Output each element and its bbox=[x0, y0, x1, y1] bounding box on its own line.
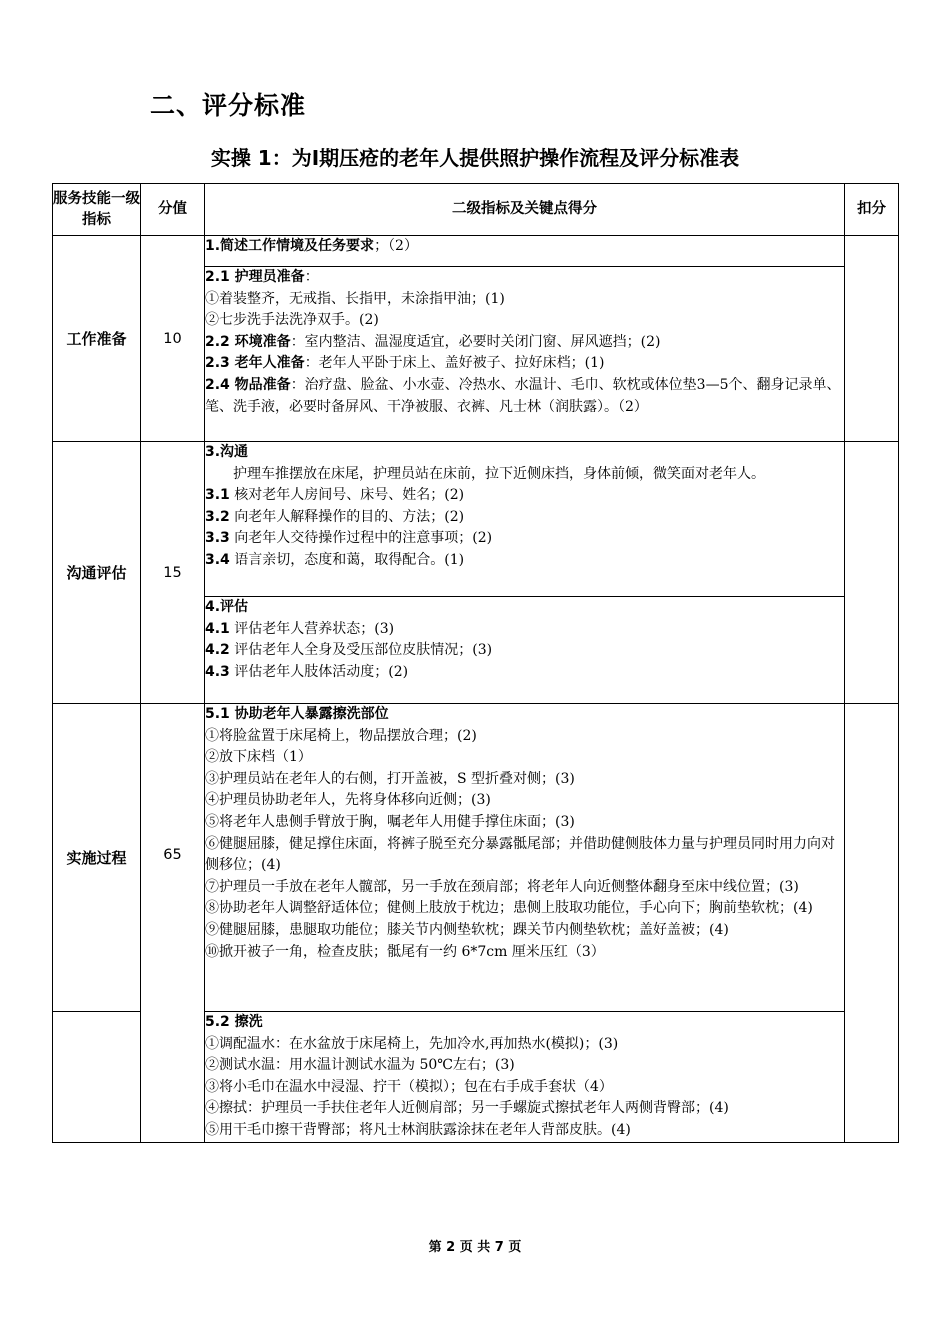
criteria-line bbox=[205, 375, 844, 418]
criteria-item-label: 3.1 bbox=[205, 487, 230, 504]
criteria-item-text: ：治疗盘、脸盆、小水壶、冷热水、水温计、毛巾、软枕或体位垫3—5个、翻身记录单、笔、洗手液，必要时备屏风、干净被服、衣裤、凡士林（润肤露）。（2） bbox=[205, 376, 841, 415]
criteria-item-text: 核对老年人房间号、床号、姓名；(2) bbox=[229, 487, 465, 504]
criteria-item-label: 3.2 bbox=[205, 508, 230, 525]
criteria-block bbox=[205, 442, 845, 597]
criteria-item-text: ⑧协助老年人调整舒适体位；健侧上肢放于枕边；患侧上肢取功能位，手心向下；胸前垫软枕；(4) bbox=[205, 900, 813, 917]
header-score: 分值 bbox=[141, 184, 205, 236]
deduction-cell[interactable] bbox=[845, 236, 899, 442]
criteria-item-label: 2.2 环境准备 bbox=[205, 333, 291, 350]
criteria-line bbox=[205, 1120, 844, 1142]
header-level1-indicator: 服务技能一级指标 bbox=[53, 184, 141, 236]
criteria-item-text: ①将脸盆置于床尾椅上，物品摆放合理；(2) bbox=[205, 727, 477, 744]
criteria-line bbox=[205, 877, 844, 899]
criteria-line bbox=[205, 769, 844, 791]
criteria-item-label: 2.1 护理员准备 bbox=[205, 269, 305, 285]
criteria-item-label: 3.3 bbox=[205, 530, 230, 547]
criteria-item-text: ⑨健腿屈膝，患腿取功能位；膝关节内侧垫软枕；踝关节内侧垫软枕；盖好盖被；(4) bbox=[205, 921, 729, 938]
criteria-item-text: 向老年人交待操作过程中的注意事项；(2) bbox=[229, 530, 493, 547]
category-cell: 沟通评估 bbox=[53, 442, 141, 704]
criteria-block bbox=[205, 597, 845, 704]
criteria-item-text: ⑩掀开被子一角，检查皮肤；骶尾有一约 6*7cm 厘米压红（3） bbox=[205, 943, 605, 960]
criteria-item-label: 1.简述工作情境及任务要求 bbox=[205, 238, 375, 254]
criteria-item-text: 评估老年人营养状态；(3) bbox=[229, 620, 395, 637]
criteria-line bbox=[205, 528, 844, 550]
criteria-line bbox=[205, 812, 844, 834]
criteria-line bbox=[205, 790, 844, 812]
table-row bbox=[53, 442, 899, 597]
criteria-line bbox=[205, 942, 844, 964]
criteria-item-text: ⑦护理员一手放在老年人髋部，另一手放在颈肩部；将老年人向近侧整体翻身至床中线位置；(3) bbox=[205, 878, 799, 895]
criteria-item-text: 评估老年人全身及受压部位皮肤情况；(3) bbox=[229, 642, 493, 659]
criteria-item-label: 4.1 bbox=[205, 620, 230, 637]
criteria-block bbox=[205, 1012, 845, 1143]
category-cell: 工作准备 bbox=[53, 236, 141, 442]
criteria-block bbox=[205, 704, 845, 1012]
criteria-line bbox=[205, 640, 844, 662]
criteria-item-label: 4.评估 bbox=[205, 599, 249, 615]
criteria-item-text: ；（2） bbox=[374, 238, 418, 254]
criteria-line bbox=[205, 550, 844, 572]
criteria-item-text: ：老年人平卧于床上、盖好被子、拉好床档；(1) bbox=[304, 355, 605, 372]
criteria-line bbox=[205, 726, 844, 748]
header-level2-indicator: 二级指标及关键点得分 bbox=[205, 184, 845, 236]
deduction-cell[interactable] bbox=[845, 442, 899, 704]
criteria-item-text: ⑥健腿屈膝，健足撑住床面，将裤子脱至充分暴露骶尾部；并借助健侧肢体力量与护理员同时用力向对侧移位；(4) bbox=[205, 835, 835, 874]
criteria-item-label: 2.3 老年人准备 bbox=[205, 355, 305, 372]
criteria-item-label: 4.3 bbox=[205, 663, 230, 680]
criteria-item-label: 5.2 擦洗 bbox=[205, 1014, 263, 1030]
criteria-item-label: 3.沟通 bbox=[205, 444, 249, 460]
criteria-line bbox=[205, 920, 844, 942]
criteria-line bbox=[205, 464, 844, 486]
criteria-item-text: ⑤用干毛巾擦干背臀部；将凡士林润肤露涂抹在老年人背部皮肤。(4) bbox=[205, 1121, 631, 1138]
criteria-item-text: ②放下床档（1） bbox=[205, 749, 312, 766]
criteria-line bbox=[205, 236, 844, 258]
table-header-row bbox=[53, 184, 899, 236]
criteria-item-text: ⑤将老年人患侧手臂放于胸，嘱老年人用健手撑住床面；(3) bbox=[205, 813, 575, 830]
criteria-item-text: 护理车推摆放在床尾，护理员站在床前，拉下近侧床挡，身体前倾，微笑面对老年人。 bbox=[233, 465, 765, 482]
criteria-line bbox=[205, 1077, 844, 1099]
table-row bbox=[53, 236, 899, 267]
document-title: 实操 1：为Ⅰ期压疮的老年人提供照护操作流程及评分标准表 bbox=[210, 146, 740, 170]
criteria-line bbox=[205, 442, 844, 464]
criteria-line bbox=[205, 507, 844, 529]
criteria-item-text: 评估老年人肢体活动度；(2) bbox=[229, 663, 409, 680]
section-heading: 二、评分标准 bbox=[150, 91, 307, 120]
criteria-item-text: ④护理员协助老年人，先将身体移向近侧；(3) bbox=[205, 792, 491, 809]
criteria-item-text: ： bbox=[304, 269, 319, 285]
criteria-block bbox=[205, 236, 845, 267]
score-cell: 10 bbox=[141, 236, 205, 442]
criteria-line bbox=[205, 1012, 844, 1034]
criteria-item-label: 4.2 bbox=[205, 642, 230, 659]
criteria-line bbox=[205, 597, 844, 619]
criteria-item-text: ③将小毛巾在温水中浸湿、拧干（模拟）；包在右手成手套状（4） bbox=[205, 1078, 613, 1095]
criteria-line bbox=[205, 662, 844, 684]
category-cell: 实施过程 bbox=[53, 704, 141, 1012]
criteria-line bbox=[205, 1034, 844, 1056]
header-deduction: 扣分 bbox=[845, 184, 899, 236]
page-footer: 第 2 页 共 7 页 bbox=[428, 1240, 522, 1255]
criteria-item-label: 5.1 协助老年人暴露擦洗部位 bbox=[205, 706, 389, 722]
criteria-line bbox=[205, 1055, 844, 1077]
criteria-item-text: ②七步洗手法洗净双手。(2) bbox=[205, 312, 379, 329]
criteria-block bbox=[205, 267, 845, 442]
criteria-item-text: ①着装整齐，无戒指、长指甲，未涂指甲油；(1) bbox=[205, 290, 505, 307]
category-cell-continuation bbox=[53, 1012, 141, 1143]
criteria-line bbox=[205, 898, 844, 920]
criteria-line bbox=[205, 267, 844, 289]
score-value: 65 bbox=[163, 846, 182, 863]
deduction-cell[interactable] bbox=[845, 704, 899, 1143]
criteria-item-label: 2.4 物品准备 bbox=[205, 376, 291, 393]
scoring-table bbox=[52, 183, 899, 1143]
criteria-item-text: ③护理员站在老年人的右侧，打开盖被，S 型折叠对侧；(3) bbox=[205, 770, 575, 787]
score-cell bbox=[141, 704, 205, 1143]
criteria-line bbox=[205, 619, 844, 641]
criteria-item-text: 向老年人解释操作的目的、方法；(2) bbox=[229, 508, 465, 525]
criteria-item-text: 语言亲切，态度和蔼，取得配合。(1) bbox=[229, 551, 465, 568]
criteria-line bbox=[205, 310, 844, 332]
criteria-line bbox=[205, 747, 844, 769]
criteria-line bbox=[205, 704, 844, 726]
criteria-line bbox=[205, 289, 844, 311]
criteria-line bbox=[205, 332, 844, 354]
criteria-line bbox=[205, 485, 844, 507]
score-cell: 15 bbox=[141, 442, 205, 704]
criteria-item-text: ：室内整洁、温湿度适宜，必要时关闭门窗、屏风遮挡；(2) bbox=[290, 333, 661, 350]
criteria-line bbox=[205, 353, 844, 375]
criteria-line bbox=[205, 1098, 844, 1120]
table-row bbox=[53, 704, 899, 1012]
criteria-item-text: ①调配温水：在水盆放于床尾椅上，先加冷水,再加热水(模拟)；(3) bbox=[205, 1035, 619, 1052]
criteria-line bbox=[205, 834, 844, 877]
criteria-item-label: 3.4 bbox=[205, 551, 230, 568]
criteria-item-text: ②测试水温：用水温计测试水温为 50℃左右；(3) bbox=[205, 1057, 515, 1074]
criteria-item-text: ④擦拭：护理员一手扶住老年人近侧肩部；另一手螺旋式擦拭老年人两侧背臀部；(4) bbox=[205, 1100, 729, 1117]
